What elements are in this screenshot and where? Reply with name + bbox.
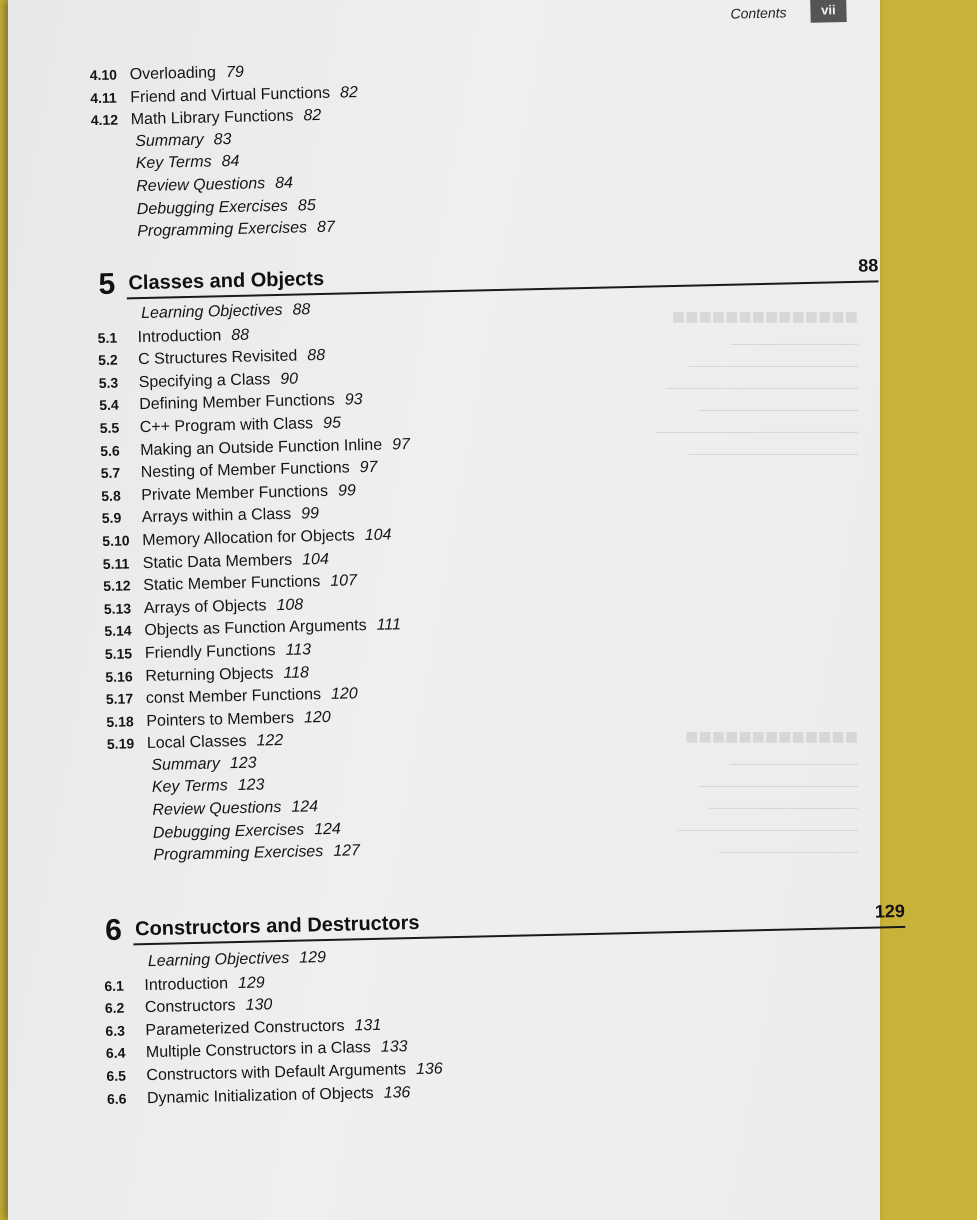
- section-page: 83: [213, 130, 232, 149]
- section-page: 133: [380, 1038, 408, 1057]
- section-page: 104: [301, 550, 330, 568]
- section-page: 88: [231, 326, 250, 344]
- section-number: 5.2: [98, 351, 118, 369]
- section-title: Summary: [151, 755, 221, 774]
- section-title: Key Terms: [151, 777, 228, 797]
- section-number: 5.19: [106, 735, 135, 753]
- section-title: Multiple Constructors in a Class: [145, 1039, 372, 1062]
- section-title: Local Classes: [146, 733, 247, 753]
- section-title: Friend and Virtual Functions: [130, 84, 331, 106]
- section-title: Making an Outside Function Inline: [140, 436, 383, 459]
- section-number: 5.18: [106, 713, 134, 730]
- section-title: Debugging Exercises: [152, 821, 305, 842]
- section-number: 4.11: [90, 89, 117, 106]
- section-title: Parameterized Constructors: [145, 1017, 345, 1039]
- section-page: 122: [256, 732, 284, 750]
- section-page: 130: [245, 996, 273, 1015]
- section-page: 123: [237, 776, 265, 795]
- chapter-page: 129: [874, 900, 906, 922]
- section-title: Introduction: [137, 326, 222, 346]
- section-page: 87: [316, 218, 336, 237]
- section-page: 111: [376, 616, 402, 635]
- section-title: Constructors: [144, 997, 236, 1017]
- section-title: const Member Functions: [145, 686, 322, 708]
- section-page: 124: [291, 798, 319, 816]
- section-page: 85: [297, 196, 316, 215]
- bleed-through-text-lower: ■■■■■■■■■■■■■ ──────────── ─────────────── ────────────── ───────────────── ─────────────: [677, 724, 858, 861]
- section-number: 5.12: [103, 577, 131, 595]
- section-number: 5.13: [103, 600, 132, 617]
- bleed-through-text: ■■■■■■■■■■■■■■ ──────────── ──────────────── ────────────────── ─────────────── ─────────────────── ────────────────: [656, 304, 858, 463]
- section-number: 5.15: [104, 645, 133, 662]
- section-number: 5.10: [102, 532, 130, 549]
- section-title: Arrays of Objects: [143, 597, 267, 617]
- section-number: 6.5: [106, 1067, 127, 1085]
- section-number: 5.17: [105, 690, 134, 708]
- section-title: Dynamic Initialization of Objects: [146, 1084, 374, 1107]
- section-number: 6.2: [104, 999, 125, 1017]
- section-page: 136: [383, 1083, 411, 1102]
- section-page: 118: [283, 663, 310, 682]
- section-title: C Structures Revisited: [138, 347, 298, 369]
- section-number: 4.10: [89, 66, 118, 84]
- section-number: 5.5: [99, 419, 120, 436]
- section-page: 84: [221, 153, 240, 171]
- section-title: Learning Objectives: [147, 949, 290, 971]
- section-title: Arrays within a Class: [141, 506, 292, 527]
- section-page: 95: [322, 414, 342, 432]
- section-page: 107: [330, 572, 358, 590]
- section-title: Static Member Functions: [143, 573, 321, 595]
- section-title: Review Questions: [136, 175, 266, 196]
- chapter-number: 5: [98, 267, 116, 302]
- section-title: Review Questions: [152, 799, 282, 819]
- section-page: 124: [313, 820, 341, 838]
- chapter-page: 88: [857, 255, 879, 276]
- section-number: 5.3: [98, 374, 119, 391]
- section-title: Defining Member Functions: [139, 392, 336, 414]
- section-number: 5.14: [104, 622, 132, 640]
- section-title: Nesting of Member Functions: [140, 459, 350, 482]
- section-page: 82: [303, 107, 322, 125]
- section-number: 5.7: [100, 464, 121, 482]
- section-page: 127: [333, 842, 361, 861]
- section-page: 88: [292, 301, 311, 319]
- section-number: 6.4: [105, 1044, 126, 1062]
- page-number-roman: vii: [810, 0, 847, 23]
- chapter-title: Classes and Objects: [128, 267, 325, 295]
- section-title: Key Terms: [135, 153, 212, 173]
- section-title: C++ Program with Class: [139, 415, 314, 437]
- section-page: 136: [415, 1060, 443, 1078]
- section-page: 99: [300, 505, 320, 523]
- chapter-6-list: [104, 933, 967, 1111]
- section-page: 120: [303, 708, 331, 727]
- section-title: Private Member Functions: [141, 482, 329, 504]
- section-title: Learning Objectives: [140, 301, 283, 323]
- section-number: 5.4: [99, 396, 119, 414]
- section-page: 104: [364, 526, 392, 544]
- chapter-title: Constructors and Destructors: [134, 911, 420, 941]
- section-page: 129: [299, 949, 327, 967]
- chapter-4-tail-list: [89, 45, 953, 245]
- section-page: 108: [276, 596, 304, 614]
- section-page: 79: [225, 63, 244, 82]
- section-title: Memory Allocation for Objects: [142, 527, 355, 550]
- chapter-number: 6: [104, 913, 123, 948]
- section-title: Overloading: [129, 64, 217, 84]
- section-title: Programming Exercises: [137, 219, 308, 241]
- section-page: 123: [229, 754, 257, 773]
- section-title: Objects as Function Arguments: [144, 617, 367, 640]
- section-page: 90: [280, 370, 299, 388]
- toc-content: [8, 0, 907, 1220]
- section-title: Constructors with Default Arguments: [146, 1061, 407, 1085]
- section-number: 6.1: [104, 977, 125, 994]
- section-title: Debugging Exercises: [136, 197, 289, 218]
- section-number: 5.6: [100, 442, 120, 459]
- section-number: 6.3: [105, 1022, 126, 1039]
- section-number: 5.9: [101, 509, 122, 527]
- running-header: Contents: [730, 4, 787, 22]
- section-title: Pointers to Members: [146, 709, 295, 730]
- section-page: 84: [274, 174, 294, 192]
- section-title: Programming Exercises: [153, 843, 324, 865]
- section-title: Friendly Functions: [144, 642, 276, 662]
- section-page: 97: [359, 458, 378, 477]
- section-number: 6.6: [106, 1090, 127, 1107]
- section-page: 93: [344, 391, 363, 409]
- section-number: 5.11: [102, 554, 130, 572]
- section-title: Math Library Functions: [130, 107, 294, 129]
- section-page: 129: [237, 974, 265, 992]
- chapter-5-list: [97, 285, 970, 869]
- section-number: 5.16: [105, 667, 133, 685]
- book-page: [8, 0, 906, 1220]
- section-title: Introduction: [144, 974, 229, 994]
- section-page: 113: [285, 641, 312, 659]
- section-title: Returning Objects: [145, 664, 274, 685]
- section-number: 5.8: [101, 487, 121, 504]
- section-title: Specifying a Class: [138, 370, 271, 391]
- section-title: Static Data Members: [142, 551, 293, 572]
- section-title: Summary: [135, 131, 204, 150]
- section-page: 99: [337, 481, 356, 500]
- section-page: 97: [391, 435, 411, 453]
- section-page: 88: [307, 347, 326, 365]
- section-number: 5.1: [97, 329, 118, 346]
- section-page: 131: [354, 1016, 382, 1035]
- section-number: 4.12: [90, 111, 119, 129]
- section-page: 82: [339, 83, 358, 102]
- section-page: 120: [330, 685, 358, 703]
